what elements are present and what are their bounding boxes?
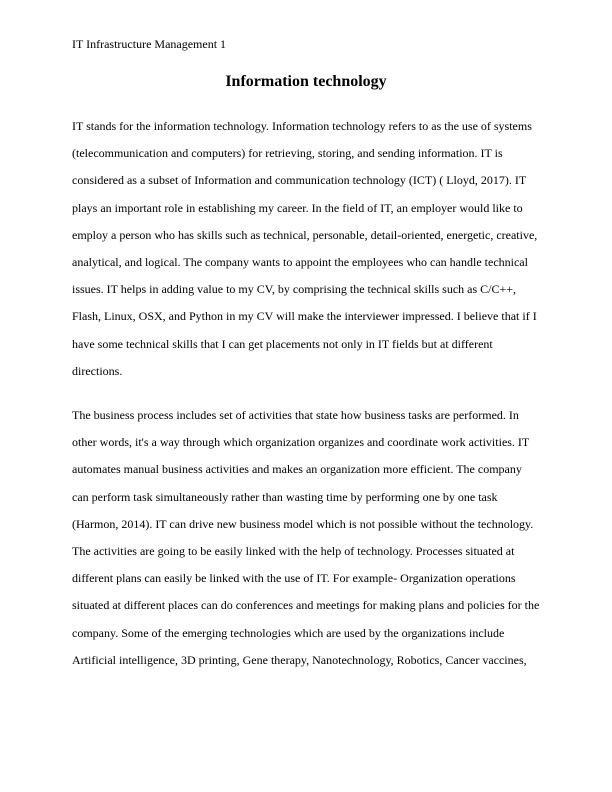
text-line: have some technical skills that I can get placements not only in IT fields but at different [72, 336, 493, 351]
text-line: can perform task simultaneously rather than wasting time by performing one by one task [72, 489, 498, 504]
running-head: IT Infrastructure Management 1 [72, 37, 227, 51]
text-line: company. Some of the emerging technologies which are used by the organizations include [72, 625, 505, 640]
text-line: IT stands for the information technology. Information technology refers to as the use of systems [72, 119, 532, 133]
text-line: The activities are going to be easily linked with the help of technology. Processes situated at [72, 544, 515, 559]
text-line: situated at different places can do conferences and meetings for making plans and policies for the [72, 598, 540, 613]
text-line: Flash, Linux, OSX, and Python in my CV will make the interviewer impressed. I believe that if I [72, 309, 537, 324]
text-line: different plans can easily be linked with the use of IT. For example- Organization operations [72, 571, 516, 586]
text-line: directions. [72, 363, 123, 378]
text-line: analytical, and logical. The company wants to appoint the employees who can handle technical [72, 255, 528, 270]
paragraph-2 [72, 402, 542, 674]
text-line: plays an important role in establishing my career. In the field of IT, an employer would like to [72, 200, 523, 215]
paragraph-1 [72, 113, 542, 385]
text-line: other words, it's a way through which organization organizes and coordinate work activities. IT [72, 435, 530, 450]
text-line: (Harmon, 2014). IT can drive new business model which is not possible without the technology. [72, 516, 534, 531]
text-line: The business process includes set of activities that state how business tasks are performed. In [72, 408, 519, 423]
document-title: Information technology [225, 73, 387, 90]
document-body [72, 113, 542, 691]
text-line: automates manual business activities and makes an organization more efficient. The company [72, 462, 522, 477]
text-line: (telecommunication and computers) for retrieving, storing, and sending information. IT is [72, 146, 503, 161]
text-line: considered as a subset of Information and communication technology (ICT) ( Lloyd, 2017). IT [72, 173, 527, 188]
text-line: issues. IT helps in adding value to my CV, by comprising the technical skills such as C/C++, [72, 282, 517, 297]
text-line: Artificial intelligence, 3D printing, Gene therapy, Nanotechnology, Robotics, Cancer vaccines, [72, 652, 527, 667]
text-line: employ a person who has skills such as technical, personable, detail-oriented, energetic, creative, [72, 227, 538, 242]
